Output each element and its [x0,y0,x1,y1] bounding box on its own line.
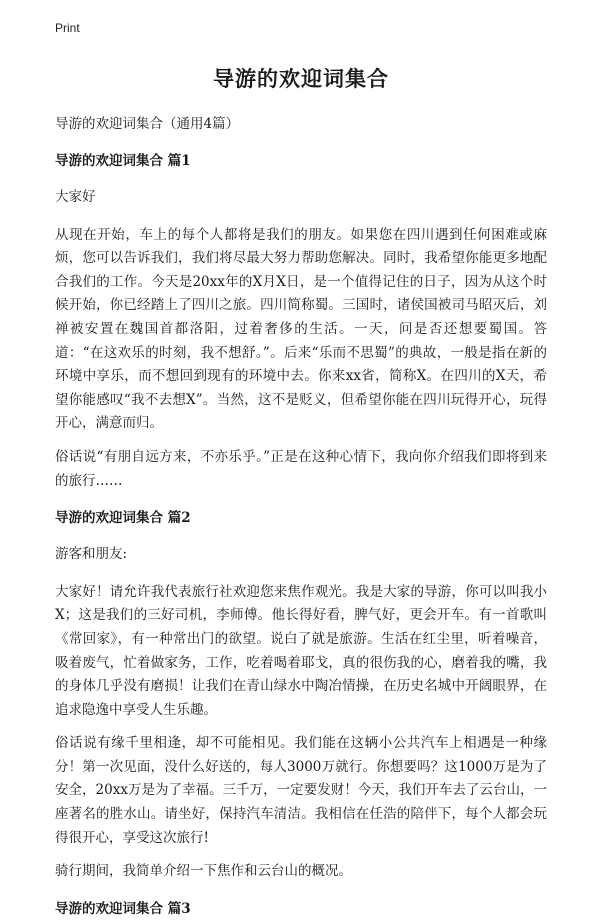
greeting-paragraph: 游客和朋友: [55,546,128,563]
print-label[interactable]: Print [55,21,80,35]
document-subtitle: 导游的欢迎词集合（通用4篇） [55,116,240,132]
body-paragraph: 骑行期间，我简单介绍一下焦作和云台山的概况。 [55,863,352,880]
section-1 [55,150,547,493]
section-heading: 导游的欢迎词集合 篇2 [55,510,191,527]
section-heading: 导游的欢迎词集合 篇1 [55,153,191,169]
greeting-paragraph: 大家好 [55,189,96,205]
section-3 [55,898,547,920]
section-2 [55,507,547,884]
body-paragraph: 从现在开始，车上的每个人都将是我们的朋友。如果您在四川遇到任何困难或麻烦，您可以告诉我们，我们将尽最大努力帮助您解决。同时，我希望你能更多地配合我们的工作。今天是20xx年的X月X日，是一个值得记住的日子，因为从这个时候开始，你已经踏上了四川之旅。四川简称蜀。三国时，诸侯国被司马昭灭后，刘禅被安置在魏国首都洛阳，过着奢侈的生活。一天，问是否还想要蜀国。答道：“在这欢乐的时刻，我不想舒。”。后来“乐而不思蜀”的典故，一般是指在新的环境中享乐，而不想回到现有的环境中去。你来xx省，简称X。在四川的X天，希望你能感叹“我不去想X”。当然，这不是贬义，但希望你能在四川玩得开心，玩得开心，满意而归。 [55,226,547,432]
body-paragraph: 俗话说有缘千里相逢，却不可能相见。我们能在这辆小公共汽车上相遇是一种缘分！第一次见面，没什么好送的，每人3000万就行。你想要吗？这1000万是为了安全，20xx万是为了幸福。三千万，一定要发财！今天，我们开车去了云台山，一座著名的胜水山。请坐好，保持汽车清洁。我相信在任浩的陪伴下，每个人都会玩得很开心，享受这次旅行! [55,735,547,846]
body-paragraph: 大家好！请允许我代表旅行社欢迎您来焦作观光。我是大家的导游，你可以叫我小X；这是我们的三好司机，李师傅。他长得好看，脾气好，更会开车。有一首歌叫《常回家》，有一种常出门的欲望。说白了就是旅游。生活在红尘里，听着噪音，吸着废气，忙着做家务，工作，吃着喝着耶戈，真的很伤我的心，磨着我的嘴，我的身体几乎没有磨损！让我们在青山绿水中陶冶情操，在历史名城中开阔眼界，在追求隐逸中享受人生乐趣。 [55,583,547,718]
body-paragraph: 俗话说“有朋自远方来，不亦乐乎。”正是在这种心情下，我向你介绍我们即将到来的旅行…… [55,448,547,489]
document-title: 导游的欢迎词集合 [213,66,389,91]
section-heading: 导游的欢迎词集合 篇3 [55,900,191,917]
